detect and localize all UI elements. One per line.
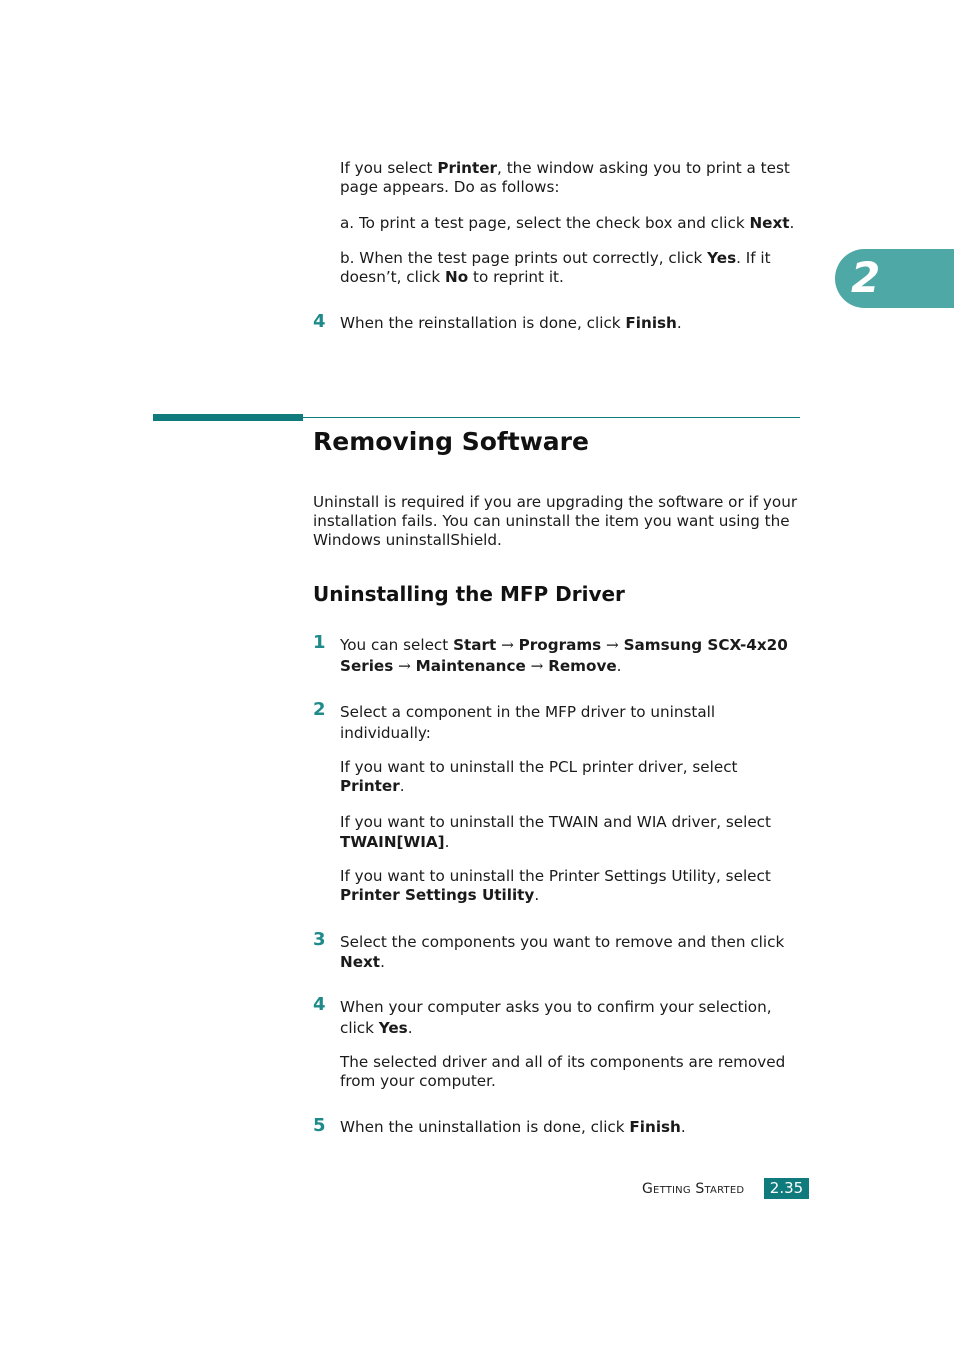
step-number: 4 — [313, 994, 326, 1015]
step-text: When the uninstallation is done, click Finish. — [340, 1118, 686, 1136]
step-b: b. When the test page prints out correctly, click Yes. If it doesn’t, click No to reprint it. — [340, 249, 771, 286]
step-note: If you want to uninstall the TWAIN and WIA driver, select TWAIN[WIA]. — [340, 813, 771, 851]
step-text: When the reinstallation is done, click Finish. — [340, 314, 682, 332]
step-number: 3 — [313, 929, 326, 950]
section-rule-thin — [303, 417, 800, 418]
step-note: If you want to uninstall the PCL printer driver, select Printer. — [340, 758, 738, 795]
section-rule-thick — [153, 414, 303, 421]
step-text: You can select Start → Programs → Samsung SCX-4x20 Series → Maintenance → Remove. — [340, 636, 788, 675]
footer-chapter-label: Getting Started — [642, 1181, 745, 1197]
step-note: If you want to uninstall the Printer Settings Utility, select Printer Settings Utility. — [340, 867, 771, 904]
step-text: Select the components you want to remove and then click Next. — [340, 933, 785, 971]
section-title: Removing Software — [313, 427, 589, 456]
step-number: 2 — [313, 699, 326, 720]
page-number: 2.35 — [764, 1178, 809, 1199]
printer-paragraph: If you select Printer, the window asking you to print a test page appears. Do as follows: — [340, 159, 790, 196]
section-intro: Uninstall is required if you are upgrading the software or if your installation fails. You can uninstall the item you want using the Windows uninstallShield. — [313, 493, 798, 549]
chapter-number: 2 — [851, 253, 881, 302]
step-note: The selected driver and all of its components are removed from your computer. — [340, 1053, 786, 1090]
step-text: Select a component in the MFP driver to uninstall individually: — [340, 703, 716, 742]
subsection-title: Uninstalling the MFP Driver — [313, 582, 625, 606]
step-number: 1 — [313, 632, 326, 653]
step-number: 4 — [313, 311, 326, 332]
step-text: When your computer asks you to confirm your selection, click Yes. — [340, 998, 772, 1037]
step-number: 5 — [313, 1115, 326, 1136]
chapter-tab — [835, 249, 954, 308]
step-a: a. To print a test page, select the check box and click Next. — [340, 214, 795, 232]
